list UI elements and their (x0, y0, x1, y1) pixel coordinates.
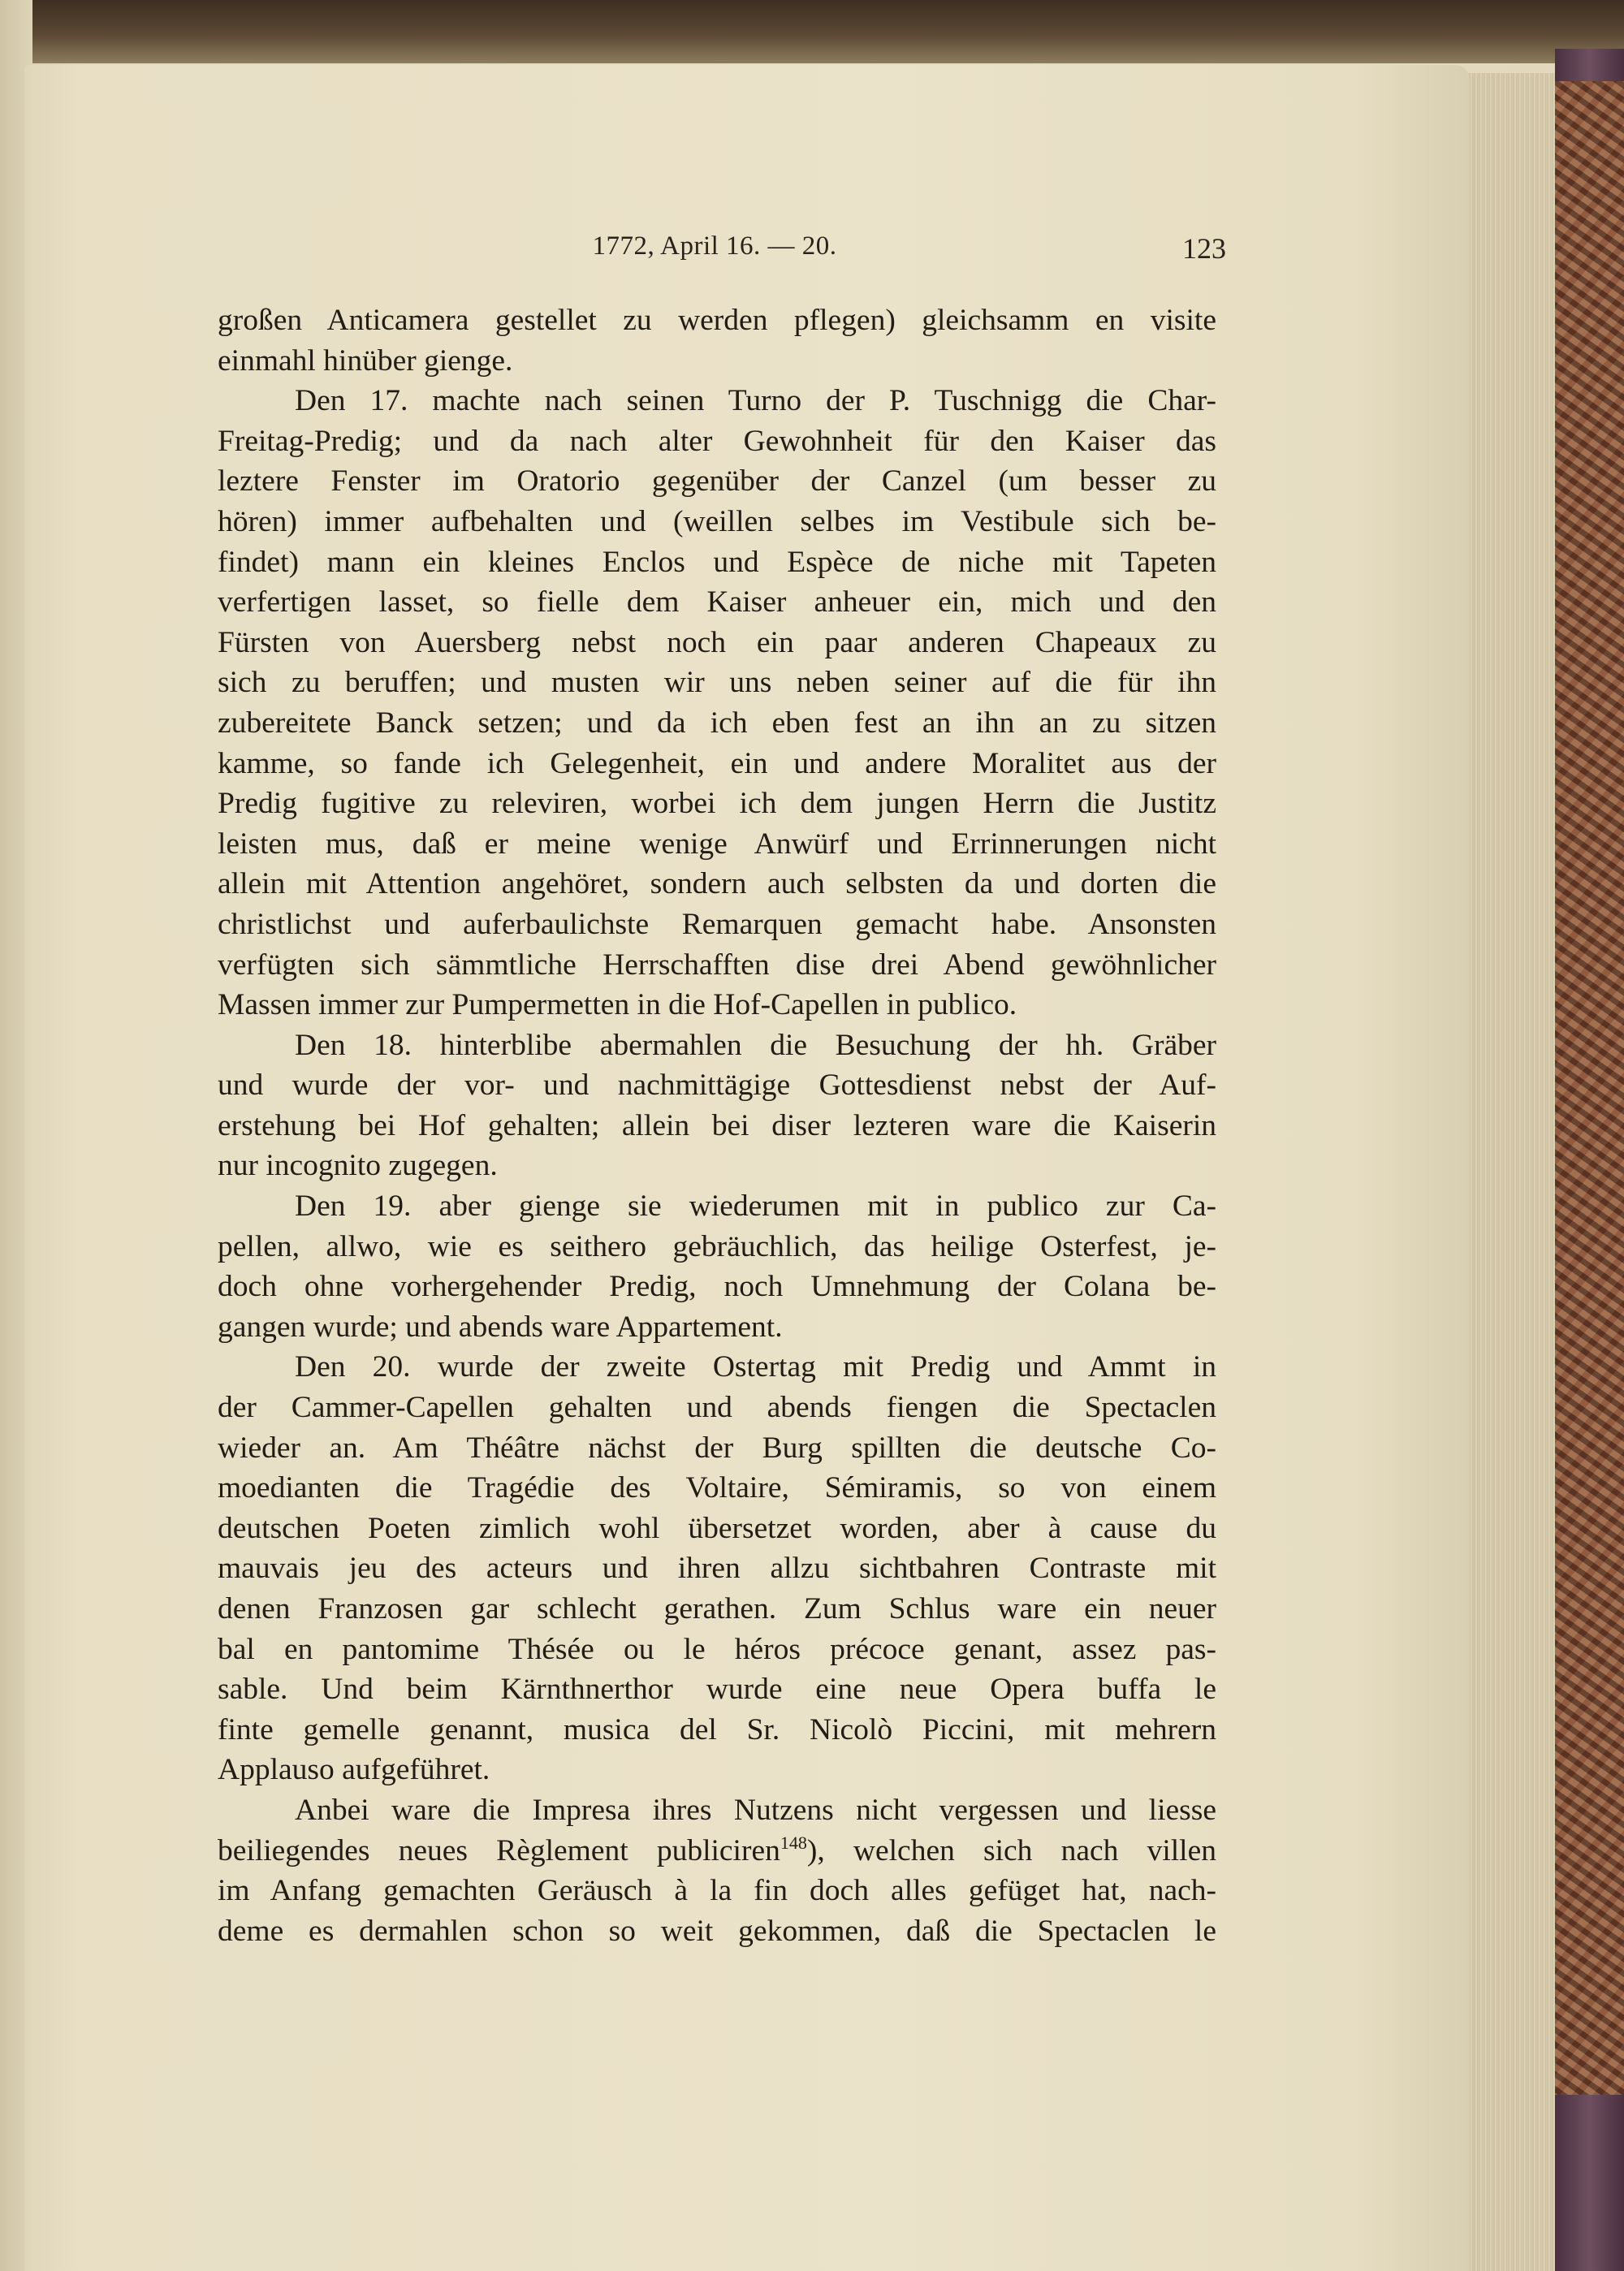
text-line-content: denen Franzosen gar schlecht gerathen. Zum Schlus ware ein neuer (218, 1592, 1216, 1626)
text-line (218, 542, 1216, 583)
text-line (218, 945, 1216, 986)
book-top-edge (0, 0, 1624, 63)
text-line-content: Applauso aufgeführet. (218, 1753, 490, 1787)
text-line-content: pellen, allwo, wie es seithero gebräuchlich, das heilige Osterfest, je- (218, 1229, 1216, 1263)
text-line (218, 381, 1216, 421)
text-line-content: Freitag-Predig; und da nach alter Gewohnheit für den Kaiser das (218, 424, 1216, 458)
text-line (218, 703, 1216, 744)
text-line (218, 1267, 1216, 1307)
text-line-content: finte gemelle genannt, musica del Sr. Nicolò Piccini, mit mehrern (218, 1712, 1216, 1746)
text-line (218, 1669, 1216, 1710)
text-line (218, 1307, 1216, 1348)
text-line (218, 1790, 1216, 1831)
text-line (218, 1227, 1216, 1267)
text-line (218, 1065, 1216, 1106)
text-line-content: Den 20. wurde der zweite Ostertag mit Predig und Ammt in (295, 1350, 1216, 1384)
text-line (218, 864, 1216, 905)
text-line-content: findet) mann ein kleines Enclos und Espèce de niche mit Tapeten (218, 545, 1216, 579)
body-text (218, 300, 1216, 1951)
text-line-continuation: ), welchen sich nach villen (806, 1833, 1216, 1867)
footnote-reference: 148 (780, 1832, 807, 1853)
text-line (218, 1146, 1216, 1186)
text-line-content: der Cammer-Capellen gehalten und abends fiengen die Spectaclen (218, 1391, 1216, 1425)
running-title: 1772, April 16. — 20. (592, 231, 837, 261)
text-line (218, 824, 1216, 865)
text-line-content: hören) immer aufbehalten und (weillen selbes im Vestibule sich be- (218, 504, 1216, 538)
text-line (218, 1347, 1216, 1388)
text-line-content: leisten mus, daß er meine wenige Anwürf und Errinnerungen nicht (218, 827, 1216, 861)
cover-band-bottom (1555, 2095, 1624, 2271)
text-line (218, 1630, 1216, 1670)
text-line-content: nur incognito zugegen. (218, 1149, 498, 1183)
text-line (218, 1428, 1216, 1469)
text-line-content: christlichst und auferbaulichste Remarquen gemacht habe. Ansonsten (218, 907, 1216, 941)
text-line-content: Den 19. aber gienge sie wiederumen mit in publico zur Ca- (295, 1189, 1216, 1224)
text-line (218, 461, 1216, 502)
text-line (218, 985, 1216, 1025)
text-line-content: Predig fugitive zu releviren, worbei ich dem jungen Herrn die Justitz (218, 787, 1216, 821)
text-line-content: Anbei ware die Impresa ihres Nutzens nicht vergessen und liesse (295, 1793, 1216, 1827)
text-line (218, 905, 1216, 945)
text-line (218, 341, 1216, 382)
text-line-content: großen Anticamera gestellet zu werden pflegen) gleichsamm en visite (218, 304, 1216, 337)
text-line (218, 623, 1216, 663)
text-line-content: doch ohne vorhergehender Predig, noch Umnehmung der Colana be- (218, 1270, 1216, 1304)
text-line-content: zubereitete Banck setzen; und da ich eben fest an ihn an zu sitzen (218, 706, 1216, 740)
text-line (218, 744, 1216, 784)
text-line (218, 1548, 1216, 1589)
text-line-content: erstehung bei Hof gehalten; allein bei diser lezteren ware die Kaiserin (218, 1108, 1216, 1142)
text-line-content: sich zu beruffen; und musten wir uns neben seiner auf die für ihn (218, 666, 1216, 700)
text-line (218, 1025, 1216, 1066)
text-line (218, 1186, 1216, 1227)
text-line-content: deutschen Poeten zimlich wohl übersetzet worden, aber à cause du (218, 1511, 1216, 1545)
text-line (218, 784, 1216, 824)
text-line-content: leztere Fenster im Oratorio gegenüber der Canzel (um besser zu (218, 464, 1216, 499)
text-line-content: moedianten die Tragédie des Voltaire, Sémiramis, so von einem (218, 1471, 1216, 1505)
text-line (218, 1589, 1216, 1630)
text-line (218, 582, 1216, 623)
text-line-content: kamme, so fande ich Gelegenheit, ein und andere Moralitet aus der (218, 746, 1216, 780)
text-line (218, 421, 1216, 462)
text-line-content: bal en pantomime Thésée ou le héros précoce genant, assez pas- (218, 1632, 1216, 1666)
text-line (218, 300, 1216, 341)
text-line (218, 502, 1216, 542)
page-number: 123 (1182, 232, 1226, 265)
text-line-content: Massen immer zur Pumpermetten in die Hof-Capellen in publico. (218, 988, 1017, 1022)
text-line-content: im Anfang gemachten Geräusch à la fin doch alles gefüget hat, nach- (218, 1874, 1216, 1908)
text-line-content: beiliegendes neues Règlement publiciren (218, 1833, 780, 1867)
text-line (218, 1750, 1216, 1790)
text-line (218, 1710, 1216, 1751)
text-line-content: und wurde der vor- und nachmittägige Gottesdienst nebst der Auf- (218, 1069, 1216, 1103)
text-line (218, 1106, 1216, 1146)
text-line (218, 1388, 1216, 1428)
text-line-content: verfertigen lasset, so fielle dem Kaiser anheuer ein, mich und den (218, 585, 1216, 620)
text-line-content: Fürsten von Auersberg nebst noch ein paar anderen Chapeaux zu (218, 625, 1216, 659)
text-line (218, 1468, 1216, 1509)
text-line-content: Den 17. machte nach seinen Turno der P. Tuschnigg die Char- (295, 384, 1216, 418)
text-line-content: sable. Und beim Kärnthnerthor wurde eine neue Opera buffa le (218, 1673, 1216, 1707)
text-line (218, 1911, 1216, 1952)
text-line-content: verfügten sich sämmtliche Herrschafften dise drei Abend gewöhnlicher (218, 948, 1216, 982)
text-line-content: gangen wurde; und abends ware Appartement. (218, 1310, 783, 1344)
text-line (218, 1509, 1216, 1549)
text-line (218, 1871, 1216, 1911)
text-line-content: allein mit Attention angehöret, sondern auch selbsten da und dorten die (218, 867, 1216, 901)
marbled-cover-edge (1555, 49, 1624, 2271)
text-line-content: einmahl hinüber gienge. (218, 343, 513, 378)
cover-band-top (1555, 49, 1624, 81)
text-line-content: Den 18. hinterblibe abermahlen die Besuchung der hh. Gräber (295, 1028, 1216, 1062)
text-line-content: deme es dermahlen schon so weit gekommen, daß die Spectaclen le (218, 1914, 1216, 1948)
text-line (218, 663, 1216, 703)
text-line-content: mauvais jeu des acteurs und ihren allzu sichtbahren Contraste mit (218, 1552, 1216, 1586)
text-line (218, 1831, 1216, 1872)
text-line-content: wieder an. Am Théâtre nächst der Burg spillten die deutsche Co- (218, 1431, 1216, 1465)
